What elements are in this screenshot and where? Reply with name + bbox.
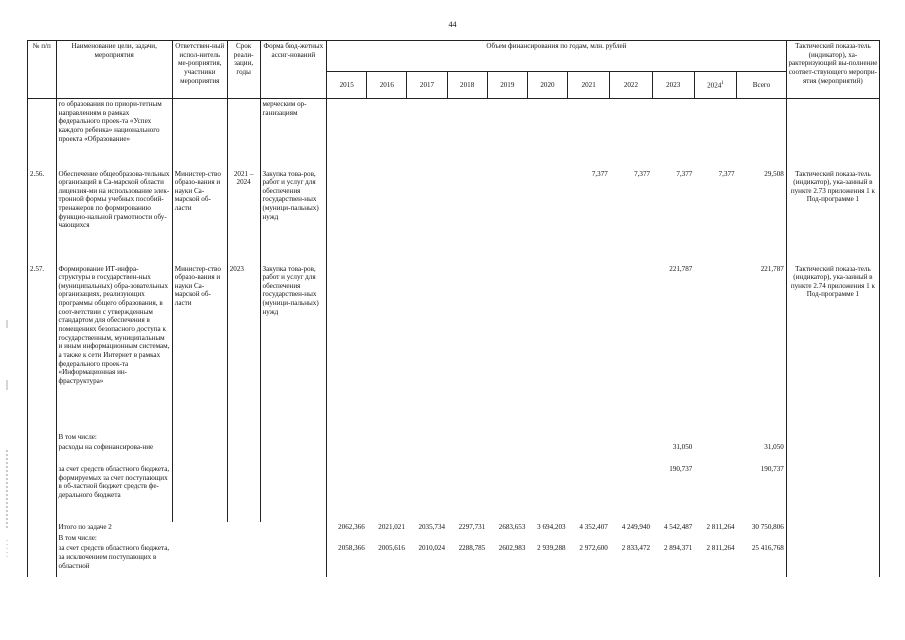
total-2018: 2297,731 — [458, 523, 486, 532]
row-responsible: Министер-ство образо-вания и науки Са-марской об-ласти — [172, 264, 227, 432]
total-2021: 4 352,407 — [579, 523, 608, 532]
header-num: № п/п — [28, 41, 57, 99]
header-name: Наименование цели, задачи, мероприятия — [56, 41, 172, 99]
row-indicator: Тактический показа-тель (индикатор), ука-занный в пункте 2.74 приложения 1 к Под-программе 1 — [786, 264, 879, 432]
value-total: 221,787 — [760, 264, 784, 273]
cont-name: го образования по приори-тетным направлениям в рамках федерального проек-та «Успех каждого ребенка» национального проекта «Образование» — [56, 99, 172, 169]
sub-2019: 2602,983 — [498, 544, 526, 553]
financing-table — [27, 40, 880, 577]
total-2022: 4 249,940 — [621, 523, 651, 532]
scan-margin-marks — [4, 320, 10, 560]
header-year: 2022 — [610, 72, 652, 99]
sub-2024: 2 811,264 — [706, 544, 735, 553]
value-2022: 7,377 — [634, 169, 651, 178]
row-num: 2.56. — [28, 169, 57, 264]
row-name: Формирование ИТ-инфра-структуры в государствен-ных (муниципальных) обра-зовательных организациях, реализующих программы общего образования, в соот-ветствии с утвержденным стандартом для обеспечения в помещениях безопасного доступа к государственным, муниципальным и иным информационным системам, а также к сети Интернет в рамках федерального проек-та «Информационная ин-фраструктура» — [56, 264, 172, 432]
header-responsible: Ответствен-ный испол-нитель ме-роприятия, участники мероприятия — [172, 41, 227, 99]
header-volume: Объем финансирования по годам, млн. рублей — [327, 41, 787, 72]
row-indicator: Тактический показа-тель (индикатор), ука-занный в пункте 2.73 приложения 1 к Под-программе 1 — [786, 169, 879, 264]
total-2023: 4 542,487 — [663, 523, 693, 532]
total-2015: 2062,366 — [327, 522, 367, 533]
total-sub-label: за счет средств областного бюджета, за исключением поступающих в областной — [56, 543, 172, 577]
footnote-mark: 1 — [721, 80, 724, 86]
row-term: 2023 — [227, 264, 260, 432]
cofin-label: расходы на софинансирова-ние — [56, 442, 172, 464]
regional-2023: 190,737 — [669, 465, 693, 474]
regional-total: 190,737 — [760, 465, 784, 474]
header-year: 2015 — [327, 72, 367, 99]
cont-form: мерческим ор-ганизациям — [260, 99, 327, 169]
sub-2023: 2 894,371 — [663, 544, 693, 553]
sub-total: 25 416,768 — [751, 544, 784, 553]
page-number: 44 — [448, 20, 457, 29]
sub-2020: 2 939,288 — [537, 544, 566, 553]
total-incl-label: В том числе: — [56, 533, 172, 544]
value-total: 29,508 — [764, 169, 784, 178]
total-all: 30 750,806 — [751, 523, 784, 532]
row-form: Закупка това-ров, работ и услуг для обеспечения государствен-ных (муници-пальных) нужд — [260, 169, 327, 264]
header-form: Форма бюд-жетных ассиг-нований — [260, 41, 327, 99]
total-2020: 3 694,203 — [537, 523, 566, 532]
total-2017: 2035,734 — [418, 523, 446, 532]
cofin-2023: 31,050 — [672, 443, 693, 452]
total-label: Итого по задаче 2 — [56, 522, 172, 533]
cofin-total: 31,050 — [764, 443, 784, 452]
header-year-2024: 2024$^1$ — [694, 72, 736, 99]
row-form: Закупка това-ров, работ и услуг для обеспечения государствен-ных (муници-пальных) нужд — [260, 264, 327, 432]
sub-2017: 2010,024 — [418, 544, 446, 553]
header-year: 2023 — [652, 72, 694, 99]
header-year: 2020 — [527, 72, 567, 99]
row-responsible: Министер-ство образо-вания и науки Са-марской об-ласти — [172, 169, 227, 264]
total-2016: 2021,021 — [378, 523, 405, 532]
header-year: 2017 — [407, 72, 447, 99]
sub-2018: 2288,785 — [458, 544, 486, 553]
sub-2022: 2 833,472 — [621, 544, 651, 553]
row-term: 2021 – 2024 — [227, 169, 260, 264]
sub-2021: 2 972,600 — [579, 544, 608, 553]
value-2024: 7,377 — [718, 169, 735, 178]
header-indicator: Тактический показа-тель (индикатор), ха-рактеризующий вы-полнение соответ-ствующего меропри-ятия (мероприятий) — [786, 41, 879, 99]
incl-label: В том числе: — [56, 432, 172, 443]
header-year: 2021 — [568, 72, 610, 99]
row-num: 2.57. — [28, 264, 57, 432]
header-term: Срок реали-зации, годы — [227, 41, 260, 99]
header-year: 2016 — [367, 72, 407, 99]
row-name: Обеспечение общеобразова-тельных организаций в Са-марской области лицензия-ми на использование элек-тронной формы учебных пособий-тренажеров по формированию функцио-нальной грамотности обу-чающихся — [56, 169, 172, 264]
header-year: 2019 — [487, 72, 527, 99]
value-2023: 7,377 — [676, 169, 693, 178]
sub-2015: 2058,366 — [327, 543, 367, 577]
value-2023: 221,787 — [669, 264, 693, 273]
value-2021: 7,377 — [591, 169, 608, 178]
sub-2016: 2005,616 — [378, 544, 405, 553]
header-total: Всего — [737, 72, 787, 99]
header-year: 2018 — [447, 72, 487, 99]
total-2019: 2683,653 — [498, 523, 526, 532]
total-2024: 2 811,264 — [706, 523, 735, 532]
regional-label: за счет средств областного бюджета, формируемых за счет поступающих в об-ластной бюджет средств фе-дерального бюджета — [56, 464, 172, 522]
